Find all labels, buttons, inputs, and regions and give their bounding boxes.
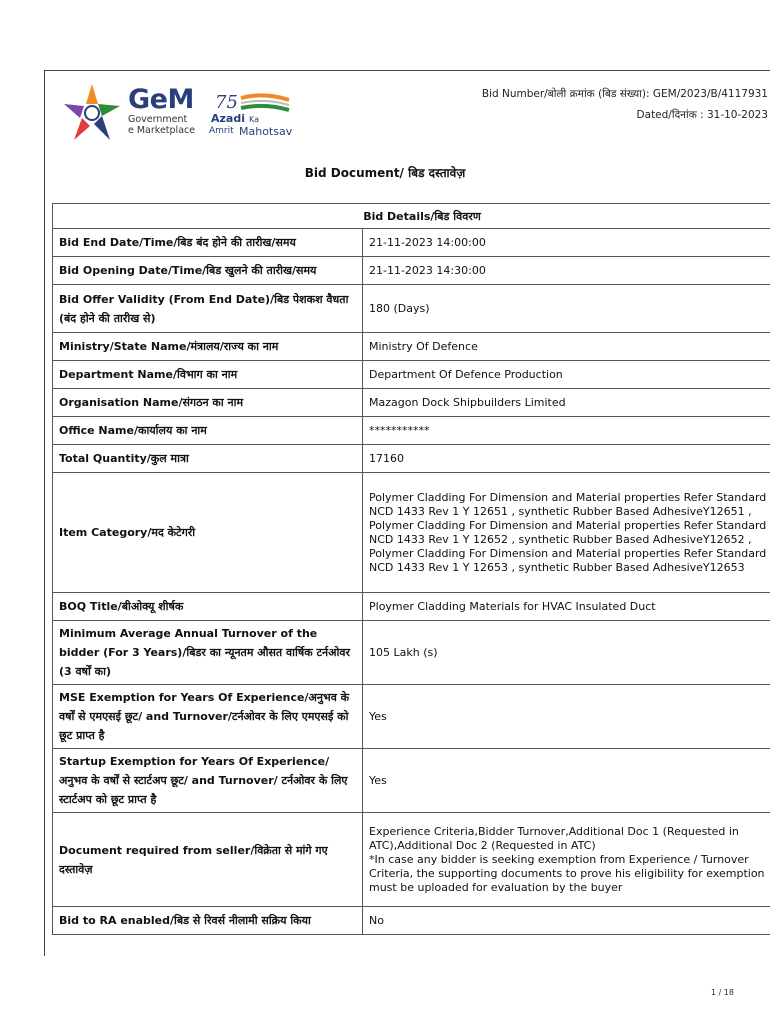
gem-subtitle-marketplace: e Marketplace	[128, 125, 196, 136]
gem-star-icon	[62, 82, 122, 142]
azadi-number: 75	[215, 92, 238, 113]
row-value: Department Of Defence Production	[363, 361, 770, 389]
page-border-top	[44, 70, 770, 71]
row-label: Item Category/मद केटेगरी	[53, 473, 363, 593]
table-row	[53, 389, 770, 417]
table-row	[53, 907, 770, 935]
page-border-left	[44, 70, 45, 956]
row-value: 105 Lakh (s)	[363, 621, 770, 685]
row-value: ***********	[363, 417, 770, 445]
row-label: Bid Offer Validity (From End Date)/बिड पेशकश वैधता (बंद होने की तारीख से)	[53, 285, 363, 333]
row-value: Experience Criteria,Bidder Turnover,Additional Doc 1 (Requested in ATC),Additional Doc 2 (Requested in ATC) *In case any bidder is seeking exemption from Experience / Turnover Criteria, the supporting documents to prove his eligibility for exemption must be uploaded for evaluation by the buyer	[363, 813, 770, 907]
row-value: No	[363, 907, 770, 935]
azadi-emblem-icon	[209, 90, 319, 140]
gem-subtitle-government: Government	[128, 114, 188, 125]
row-value: 180 (Days)	[363, 285, 770, 333]
row-label: Startup Exemption for Years Of Experience/अनुभव के वर्षों से स्टार्टअप छूट/ and Turnover/ टर्नओवर के लिए स्टार्टअप को छूट प्राप्त है	[53, 749, 363, 813]
row-value: 21-11-2023 14:30:00	[363, 257, 770, 285]
table-row	[53, 257, 770, 285]
row-label: Bid End Date/Time/बिड बंद होने की तारीख/समय	[53, 229, 363, 257]
table-row	[53, 593, 770, 621]
azadi-ka-word: Ka	[249, 115, 260, 124]
table-row	[53, 473, 770, 593]
bid-dated: Dated/दिनांक : 31-10-2023	[636, 109, 768, 121]
gem-wordmark: GeM	[128, 84, 194, 115]
row-label: Document required from seller/विक्रेता से मांगे गए दस्तावेज़	[53, 813, 363, 907]
row-label: Organisation Name/संगठन का नाम	[53, 389, 363, 417]
azadi-ka-amrit-mahotsav-logo	[209, 90, 319, 140]
table-row	[53, 229, 770, 257]
row-value: Ministry Of Defence	[363, 333, 770, 361]
row-value: Yes	[363, 749, 770, 813]
bid-meta	[482, 84, 768, 126]
row-value: Yes	[363, 685, 770, 749]
row-value: 21-11-2023 14:00:00	[363, 229, 770, 257]
row-label: Bid Opening Date/Time/बिड खुलने की तारीख/समय	[53, 257, 363, 285]
azadi-word: Azadi	[211, 112, 245, 125]
row-value: 17160	[363, 445, 770, 473]
row-label: Total Quantity/कुल मात्रा	[53, 445, 363, 473]
bid-number: Bid Number/बोली क्रमांक (बिड संख्या): GEM/2023/B/4117931	[481, 88, 768, 100]
document-title: Bid Document/ बिड दस्तावेज़	[304, 166, 466, 180]
row-label: Bid to RA enabled/बिड से रिवर्स नीलामी सक्रिय किया	[53, 907, 363, 935]
table-row	[53, 445, 770, 473]
table-row	[53, 749, 770, 813]
row-label: BOQ Title/बीओक्यू शीर्षक	[53, 593, 363, 621]
table-row	[53, 417, 770, 445]
row-label: Minimum Average Annual Turnover of the bidder (For 3 Years)/बिडर का न्यूनतम औसत वार्षिक टर्नओवर (3 वर्षों का)	[53, 621, 363, 685]
table-header-row	[53, 204, 770, 229]
mahotsav-word: Mahotsav	[239, 125, 293, 138]
table-row	[53, 333, 770, 361]
row-label: Office Name/कार्यालय का नाम	[53, 417, 363, 445]
bid-details-table	[52, 203, 770, 935]
table-row	[53, 361, 770, 389]
row-label: Ministry/State Name/मंत्रालय/राज्य का नाम	[53, 333, 363, 361]
table-row	[53, 813, 770, 907]
table-row	[53, 285, 770, 333]
row-value: Polymer Cladding For Dimension and Material properties Refer Standard NCD 1433 Rev 1 Y 12651 , synthetic Rubber Based AdhesiveY12651 , Polymer Cladding For Dimension and Material properties Refer Standard NCD 1433 Rev 1 Y 12652 , synthetic Rubber Based AdhesiveY12652 , Polymer Cladding For Dimension and Material properties Refer Standard NCD 1433 Rev 1 Y 12653 , synthetic Rubber Based AdhesiveY12653	[363, 473, 770, 593]
table-row	[53, 685, 770, 749]
table-heading: Bid Details/बिड विवरण	[53, 204, 770, 229]
page-number: 1 / 18	[710, 988, 734, 997]
row-label: MSE Exemption for Years Of Experience/अनुभव के वर्षों से एमएसई छूट/ and Turnover/टर्नओवर के लिए एमएसई को छूट प्राप्त है	[53, 685, 363, 749]
table-row	[53, 621, 770, 685]
amrit-word: Amrit	[209, 126, 234, 136]
row-value: Ploymer Cladding Materials for HVAC Insulated Duct	[363, 593, 770, 621]
row-label: Department Name/विभाग का नाम	[53, 361, 363, 389]
row-value: Mazagon Dock Shipbuilders Limited	[363, 389, 770, 417]
gem-logo	[62, 82, 202, 142]
